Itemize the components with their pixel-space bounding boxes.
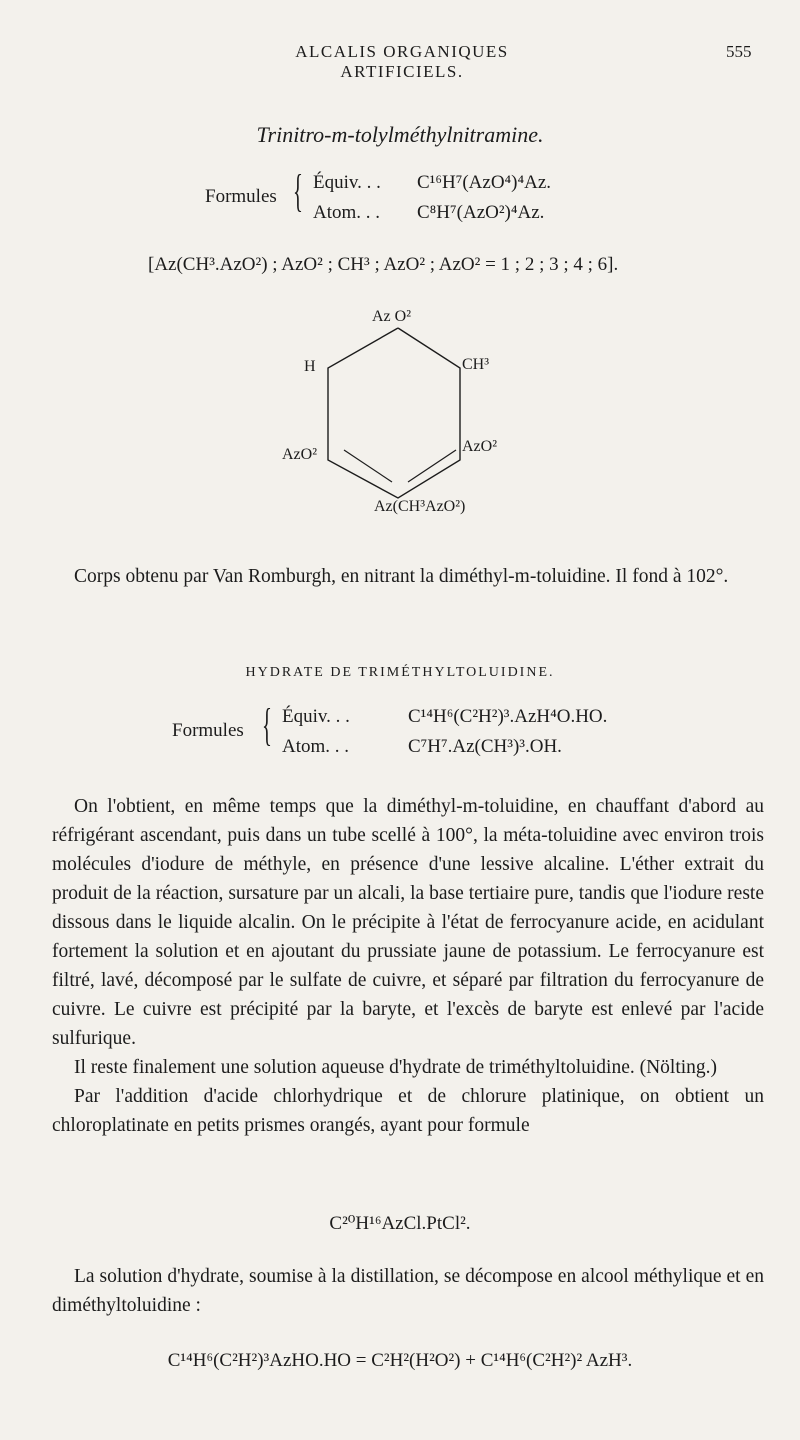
- substituent-left-top: H: [304, 358, 316, 375]
- substituent-top: Az O²: [372, 308, 412, 325]
- atom-label-2: Atom. . .: [282, 736, 350, 757]
- paragraph-preparation: On l'obtient, en même temps que la diméthyl-m-toluidine, en chauffant d'abord au réfrigérant ascendant, puis dans un tube scellé à 100°, la méta-toluidine avec environ trois molécules d'iodure de méthyle, en présence d'une lessive alcaline. L'éther extrait du produit de la réaction, sursature par un alcali, la base tertiaire pure, tandis que l'iodure reste dissous dans le liquide alcalin. On le précipite à l'état de ferrocyanure acide, en acidulant fortement la solution et en ajoutant du prussiate jaune de potassium. Le ferrocyanure est filtré, lavé, décomposé par le sulfate de cuivre, et séparé par filtration du ferrocyanure de cuivre. Le cuivre est précipité par la baryte, et l'excès de baryte est enlevé par l'acide sulfurique. Il reste finalement une solution aqueuse d'hydrate de triméthyltoluidine. (Nölting.) Par l'addition d'acide chlorhydrique et de chlorure platinique, on obtient un chloroplatinate en petits prismes orangés, ayant pour formule: [52, 796, 764, 1136]
- hexagon-diagram: [270, 300, 530, 525]
- paragraph-distillation: La solution d'hydrate, soumise à la distillation, se décompose en alcool méthylique et en diméthyltoluidine :: [52, 1266, 764, 1316]
- benzene-ring-structure: [270, 300, 530, 525]
- section-title-nitramine: Trinitro-m-tolylméthylnitramine.: [256, 122, 544, 147]
- equiv-label-2: Équiv. . .: [282, 706, 350, 727]
- formulas-label-2: Formules: [172, 720, 244, 741]
- paragraph-romburgh: Corps obtenu par Van Romburgh, en nitrant la diméthyl-m-toluidine. Il fond à 102°.: [74, 566, 729, 587]
- atom-formula-2: C⁷H⁷.Az(CH³)³.OH.: [408, 736, 562, 757]
- section-title-hydrate: HYDRATE DE TRIMÉTHYLTOLUIDINE.: [245, 665, 555, 680]
- atom-label: Atom. . .: [313, 202, 381, 223]
- brace-glyph: {: [293, 165, 303, 216]
- atom-formula: C⁸H⁷(AzO²)⁴Az.: [417, 202, 545, 223]
- equiv-formula: C¹⁶H⁷(AzO⁴)⁴Az.: [417, 172, 552, 193]
- page-number: 555: [726, 42, 752, 61]
- substituent-right-bottom: AzO²: [462, 438, 498, 455]
- formulas-block-2: [172, 699, 632, 766]
- platinate-formula: C²⁰H¹⁶AzCl.PtCl².: [329, 1213, 471, 1234]
- substituent-left-bottom: AzO²: [282, 446, 318, 463]
- brace-glyph-2: {: [262, 699, 272, 750]
- equiv-label: Équiv. . .: [313, 172, 381, 193]
- substituent-positions: [Az(CH³.AzO²) ; AzO² ; CH³ ; AzO² ; AzO² = 1 ; 2 ; 3 ; 4 ; 6].: [148, 254, 619, 275]
- formulas-label: Formules: [205, 186, 277, 207]
- equiv-formula-2: C¹⁴H⁶(C²H²)³.AzH⁴O.HO.: [408, 706, 608, 727]
- substituent-right-top: CH³: [462, 356, 490, 373]
- decomposition-equation: C¹⁴H⁶(C²H²)³AzHO.HO = C²H²(H²O²) + C¹⁴H⁶(C²H²)² AzH³.: [167, 1350, 633, 1371]
- substituent-bottom: Az(CH³AzO²): [374, 498, 466, 515]
- formulas-block-1: [205, 165, 625, 232]
- running-header: ALCALIS ORGANIQUES ARTIFICIELS.: [295, 42, 509, 81]
